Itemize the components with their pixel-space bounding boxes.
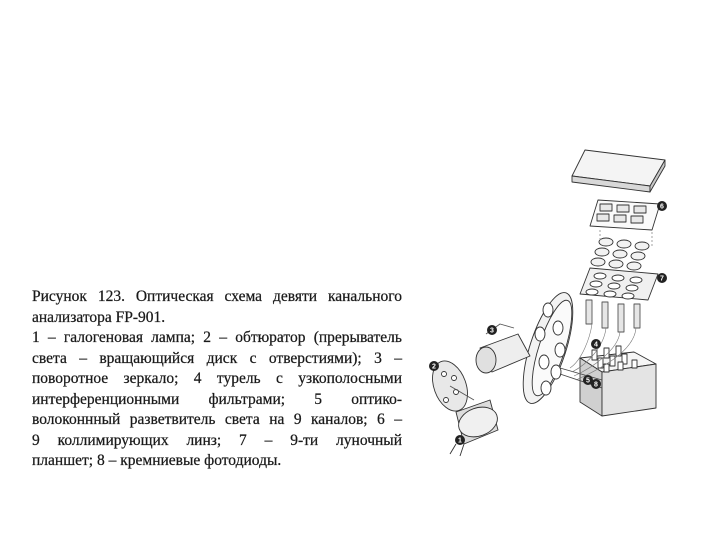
caption-line: 9 коллимирующих линз; 7 – 9-ти луночный bbox=[32, 431, 402, 449]
callout-2 bbox=[429, 361, 439, 371]
rotating-mirror bbox=[476, 324, 530, 373]
caption-line: Рисунок 123. Оптическая схема девяти канального bbox=[32, 288, 402, 305]
optical-scheme-drawing bbox=[420, 138, 710, 458]
caption-line: анализатора FP-901. bbox=[32, 308, 166, 326]
callout-4 bbox=[591, 339, 601, 349]
collimating-lens-array bbox=[590, 200, 660, 270]
nine-well-plate bbox=[580, 268, 658, 332]
caption-line: 1 – галогеновая лампа; 2 – обтюратор (прерыватель bbox=[32, 329, 402, 346]
caption-line: света – вращающийся диск с отверстиями); 3 – bbox=[32, 349, 402, 367]
callout-6 bbox=[657, 201, 667, 211]
svg-text:3: 3 bbox=[490, 327, 494, 335]
svg-text:2: 2 bbox=[432, 363, 436, 371]
caption-line: планшет; 8 – кремниевые фотодиоды. bbox=[32, 452, 282, 469]
callout-7 bbox=[657, 273, 667, 283]
callout-1 bbox=[455, 435, 465, 445]
callout-3 bbox=[487, 325, 497, 335]
svg-text:1: 1 bbox=[458, 437, 462, 445]
callout-8 bbox=[591, 379, 601, 389]
svg-text:8: 8 bbox=[594, 381, 598, 389]
svg-text:6: 6 bbox=[660, 203, 664, 211]
figure-caption bbox=[32, 287, 402, 472]
caption-line: интерференционными фильтрами; 5 оптико- bbox=[32, 390, 402, 408]
plate-lid bbox=[572, 150, 665, 192]
caption-line: поворотное зеркало; 4 турель с узкополосными bbox=[32, 370, 402, 387]
optical-scheme-figure bbox=[420, 138, 710, 458]
svg-text:5: 5 bbox=[586, 377, 590, 385]
caption-line: волоконнный разветвитель света на 9 каналов; 6 – bbox=[32, 411, 402, 428]
svg-text:7: 7 bbox=[660, 275, 664, 283]
svg-text:4: 4 bbox=[594, 341, 598, 349]
